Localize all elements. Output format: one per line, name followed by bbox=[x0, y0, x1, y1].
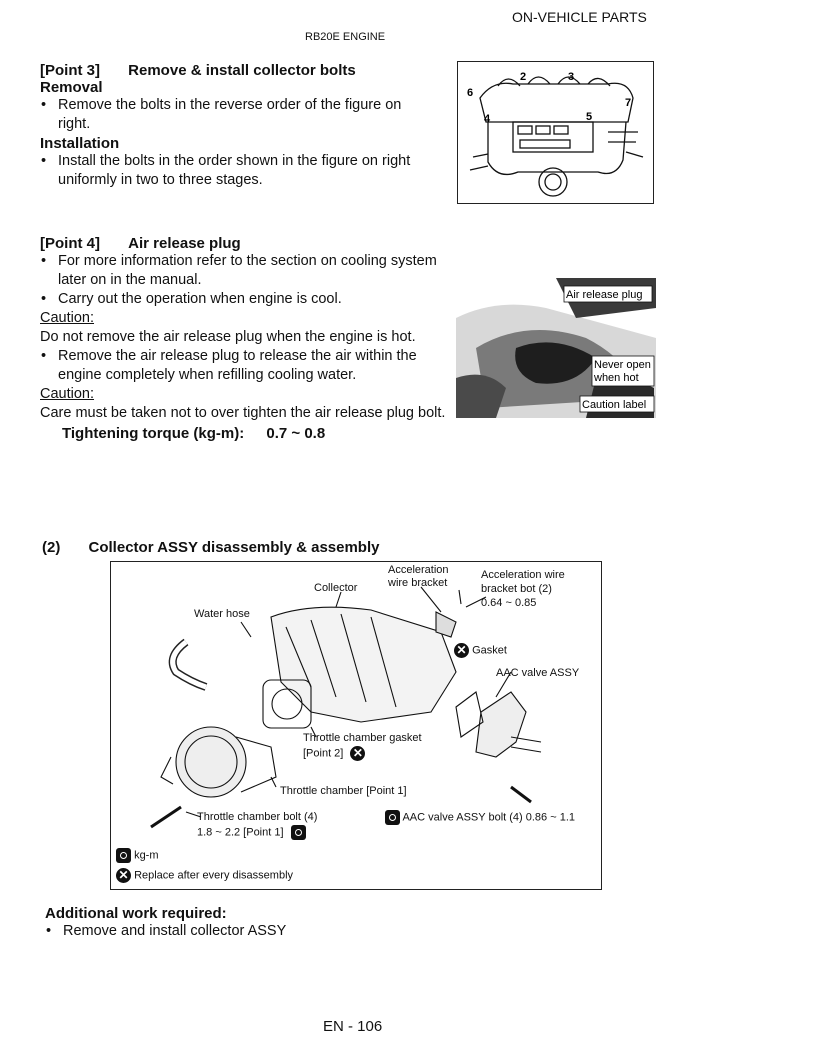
additional-work-heading: Additional work required: bbox=[45, 905, 227, 922]
throttle-bolt-torque bbox=[197, 825, 306, 840]
point3-section bbox=[40, 62, 440, 190]
replace-icon: ✕ bbox=[454, 643, 469, 658]
aac-bolt-label bbox=[385, 810, 575, 825]
removal-list bbox=[40, 96, 425, 134]
legend-replace-text: Replace after every disassembly bbox=[134, 869, 294, 882]
aac-valve-label: AAC valve ASSY bbox=[496, 667, 580, 679]
caution-text: Care must be taken not to over tighten the air release plug bolt. bbox=[40, 405, 446, 421]
list-item: • Remove the bolts in the reverse order of the figure on right. bbox=[40, 96, 425, 134]
torque-spec bbox=[40, 425, 455, 442]
caution-text: Do not remove the air release plug when the engine is hot. bbox=[40, 329, 416, 345]
water-hose-label: Water hose bbox=[194, 608, 250, 620]
engine-photo bbox=[456, 278, 656, 418]
installation-list bbox=[40, 152, 425, 190]
throttle-chamber-label: Throttle chamber [Point 1] bbox=[280, 785, 407, 797]
acceleration-wire-bracket-label-1: Acceleration bbox=[388, 564, 449, 576]
list-item: • Remove and install collector ASSY bbox=[45, 922, 445, 941]
caution-label: Caution: bbox=[40, 310, 95, 326]
section-header: ON-VEHICLE PARTS bbox=[512, 9, 647, 25]
list-item: • Install the bolts in the order shown in the figure on right uniformly in two to three stages. bbox=[40, 152, 425, 190]
throttle-gasket-label: Throttle chamber gasket bbox=[303, 732, 422, 744]
section2-heading bbox=[42, 539, 379, 556]
point3-title: Remove & install collector bolts bbox=[128, 62, 356, 79]
replace-icon: ✕ bbox=[116, 868, 131, 883]
acceleration-wire-bracket-label-2: wire bracket bbox=[388, 577, 448, 589]
page-number: EN - 106 bbox=[323, 1018, 383, 1035]
bolt-number: 3 bbox=[568, 71, 575, 83]
gasket-text: Gasket bbox=[472, 644, 507, 657]
bracket-bolt-label-2: bracket bot (2) bbox=[481, 583, 552, 595]
caution-label-photo: Caution label bbox=[582, 399, 647, 411]
throttle-gasket-point bbox=[303, 746, 365, 761]
gasket-label bbox=[454, 643, 507, 658]
collector-bolt-order-figure bbox=[457, 61, 654, 204]
throttle-gasket-point-text: [Point 2] bbox=[303, 747, 344, 760]
additional-work-section bbox=[45, 905, 445, 941]
bolt-number: 7 bbox=[625, 97, 632, 109]
bolt-number: 4 bbox=[484, 113, 491, 125]
legend-torque-text: kg-m bbox=[134, 849, 159, 862]
torque-icon bbox=[291, 825, 306, 840]
installation-heading: Installation bbox=[40, 135, 120, 152]
removal-heading: Removal bbox=[40, 79, 103, 96]
throttle-bolt-label: Throttle chamber bolt (4) bbox=[197, 811, 318, 823]
intake-manifold-drawing bbox=[458, 62, 653, 203]
torque-icon bbox=[385, 810, 400, 825]
point4-title: Air release plug bbox=[128, 235, 241, 252]
point3-number: [Point 3] bbox=[40, 62, 100, 79]
point4-section bbox=[40, 235, 455, 442]
list-item: • Remove the air release plug to release the air within the engine completely when refilling cooling water. bbox=[40, 347, 450, 385]
caution-label: Caution: bbox=[40, 386, 95, 402]
replace-icon: ✕ bbox=[350, 746, 365, 761]
torque-icon bbox=[116, 848, 131, 863]
bracket-bolt-label-1: Acceleration wire bbox=[481, 569, 565, 581]
collector-assy-diagram bbox=[110, 561, 602, 890]
point4-number: [Point 4] bbox=[40, 235, 100, 252]
legend-torque bbox=[116, 848, 159, 863]
air-release-plug-label: Air release plug bbox=[566, 289, 643, 301]
section2-number: (2) bbox=[42, 539, 61, 556]
section2-title: Collector ASSY disassembly & assembly bbox=[88, 539, 380, 556]
throttle-bolt-torque-text: 1.8 ~ 2.2 [Point 1] bbox=[197, 826, 284, 839]
collector-label: Collector bbox=[314, 582, 358, 594]
point4-list-2 bbox=[40, 347, 450, 385]
engine-header: RB20E ENGINE bbox=[305, 31, 386, 43]
list-item: • For more information refer to the section on cooling system later on in the manual. bbox=[40, 252, 450, 290]
bolt-number: 6 bbox=[467, 87, 474, 99]
exploded-view-drawing bbox=[111, 562, 601, 889]
air-release-plug-photo bbox=[456, 278, 656, 418]
never-open-label: Never open bbox=[594, 359, 651, 371]
legend-replace bbox=[116, 868, 293, 883]
additional-work-list bbox=[45, 922, 445, 941]
bolt-number: 2 bbox=[520, 71, 527, 83]
list-item: • Carry out the operation when engine is cool. bbox=[40, 290, 450, 309]
point4-list bbox=[40, 252, 450, 309]
bolt-number: 5 bbox=[586, 111, 593, 123]
torque-value: 0.7 ~ 0.8 bbox=[266, 425, 326, 442]
bracket-bolt-torque: 0.64 ~ 0.85 bbox=[481, 597, 537, 609]
when-hot-label: when hot bbox=[594, 372, 639, 384]
torque-label: Tightening torque (kg-m): bbox=[62, 425, 245, 442]
aac-bolt-text: AAC valve ASSY bolt (4) 0.86 ~ 1.1 bbox=[402, 811, 575, 824]
